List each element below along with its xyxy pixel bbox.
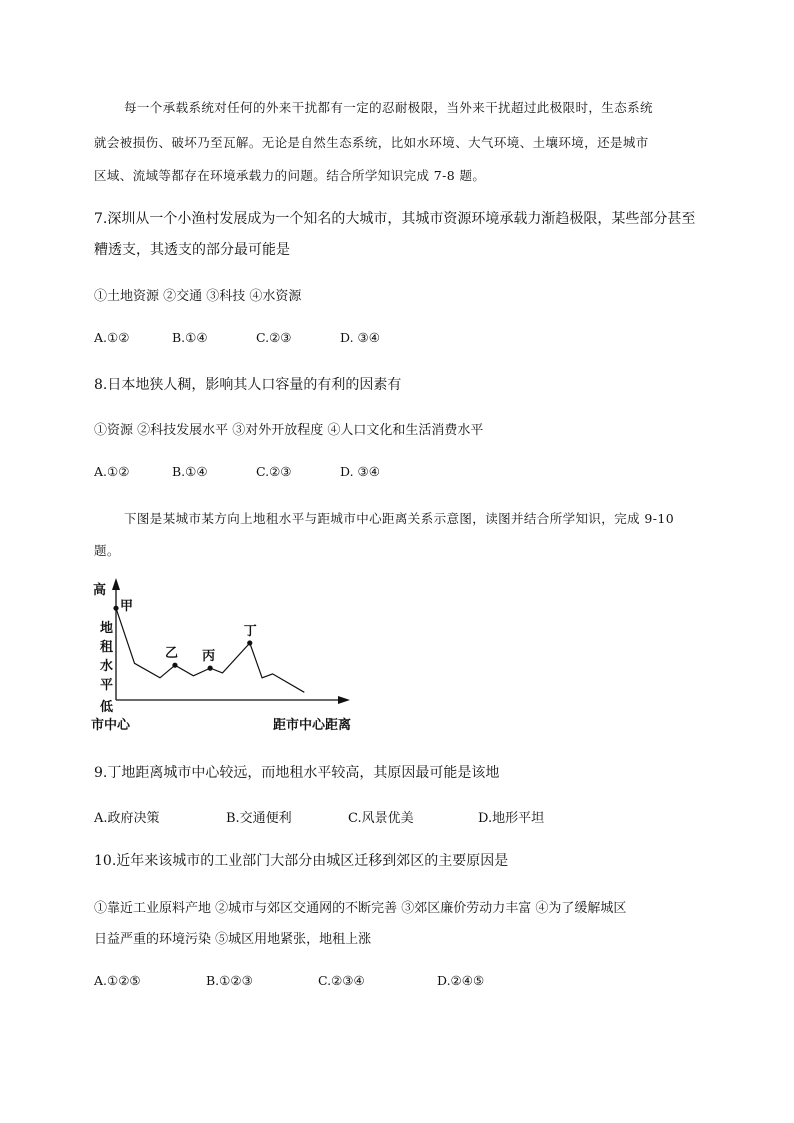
y-axis-title-char-4: 平	[100, 678, 114, 693]
q7-choice-c[interactable]: C.②③	[256, 330, 292, 345]
y-axis-low-label: 低	[100, 700, 114, 715]
q9-stem: 9.丁地距离城市中心较远，而地租水平较高，其原因最可能是该地	[94, 765, 500, 781]
q10-choice-d[interactable]: D.②④⑤	[437, 973, 485, 988]
point-label-3: 丙	[202, 649, 216, 665]
q8-choice-a[interactable]: A.①②	[94, 464, 130, 479]
intro2-line-1: 下图是某城市某方向上地租水平与距城市中心距离关系示意图，读图并结合所学知识，完成 9-10	[124, 511, 675, 526]
x-axis-arrow	[338, 696, 350, 704]
q7-choice-d[interactable]: D. ③④	[340, 330, 380, 345]
q7-stem-line-1: 7.深圳从一个小渔村发展成为一个知名的大城市，其城市资源环境承载力渐趋极限，某些部分甚至	[94, 211, 696, 227]
q8-stem: 8.日本地狭人稠，影响其人口容量的有利的因素有	[94, 377, 402, 393]
intro2-line-2: 题。	[94, 543, 120, 558]
q7-choice-b[interactable]: B.①④	[172, 330, 208, 345]
q8-choice-d[interactable]: D. ③④	[340, 464, 380, 479]
point-marker-1	[113, 606, 118, 611]
chart-plot-layer	[112, 578, 350, 704]
q10-options-line-1: ①靠近工业原料产地 ②城市与郊区交通网的不断完善 ③郊区廉价劳动力丰富 ④为了缓解城区	[94, 901, 627, 916]
land-rent-chart	[88, 572, 368, 737]
q10-stem: 10.近年来该城市的工业部门大部分由城区迁移到郊区的主要原因是	[94, 853, 509, 869]
intro-line-1: 每一个承载系统对任何的外来干扰都有一定的忍耐极限，当外来干扰超过此极限时，生态系统	[124, 100, 653, 115]
point-label-1: 甲	[120, 599, 134, 615]
q7-options: ①土地资源 ②交通 ③科技 ④水资源	[94, 289, 302, 304]
q9-choice-d[interactable]: D.地形平坦	[478, 811, 545, 826]
q8-choice-c[interactable]: C.②③	[256, 464, 292, 479]
point-marker-2	[172, 663, 177, 668]
q10-choice-c[interactable]: C.②③④	[318, 973, 365, 988]
point-marker-3	[208, 666, 213, 671]
point-label-2: 乙	[164, 646, 178, 662]
y-axis-arrow	[112, 578, 120, 590]
q8-choice-b[interactable]: B.①④	[172, 464, 208, 479]
q10-options-line-2: 日益严重的环境污染 ⑤城区用地紧张，地租上涨	[94, 932, 372, 947]
q9-choice-a[interactable]: A.政府决策	[94, 811, 160, 826]
x-axis-origin-label: 市中心	[91, 718, 131, 733]
y-axis-title-char-1: 地	[100, 621, 114, 636]
q7-choice-a[interactable]: A.①②	[94, 330, 130, 345]
point-label-4: 丁	[243, 623, 257, 639]
point-marker-4	[247, 640, 252, 645]
intro-line-3: 区域、流域等都存在环境承载力的问题。结合所学知识完成 7-8 题。	[94, 168, 486, 183]
q9-choice-c[interactable]: C.风景优美	[348, 811, 414, 826]
y-axis-title-char-3: 水	[100, 659, 114, 674]
q10-choice-b[interactable]: B.①②③	[206, 973, 253, 988]
q7-stem-line-2: 糟透支，其透支的部分最可能是	[94, 242, 290, 258]
q10-choice-a[interactable]: A.①②⑤	[94, 973, 141, 988]
q9-choice-b[interactable]: B.交通便利	[226, 811, 292, 826]
intro-line-2: 就会被损伤、破坏乃至瓦解。无论是自然生态系统，比如水环境、大气环境、土壤环境，还是城市	[94, 135, 649, 150]
y-axis-high-label: 高	[93, 583, 107, 598]
q8-options: ①资源 ②科技发展水平 ③对外开放程度 ④人口文化和生活消费水平	[94, 423, 484, 438]
x-axis-title: 距市中心距离	[273, 718, 352, 733]
y-axis-title-char-2: 租	[100, 640, 114, 655]
